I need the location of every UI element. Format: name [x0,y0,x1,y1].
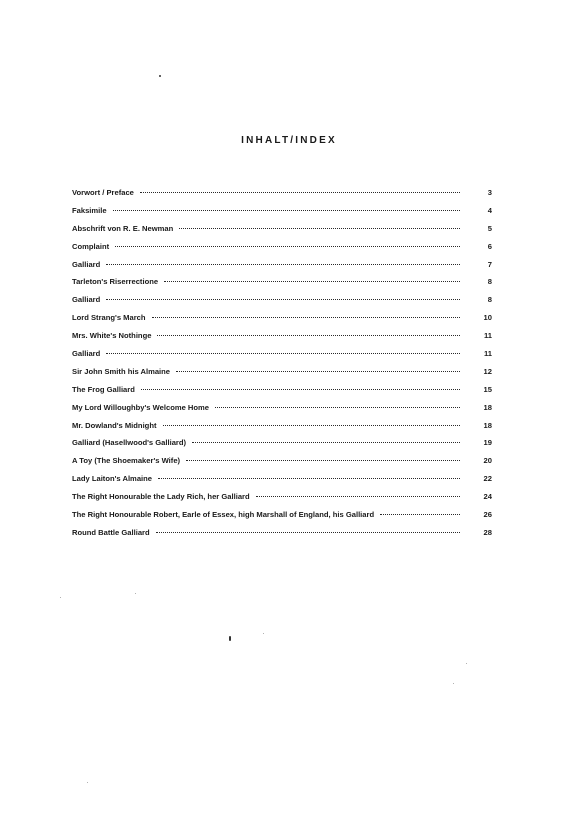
scan-speck [135,593,136,594]
toc-entry-page-number: 11 [483,349,492,359]
toc-entry [72,456,492,474]
toc-entry-title: My Lord Willoughby's Welcome Home [72,402,210,412]
toc-dot-leader [164,281,460,282]
toc-entry-title: The Right Honourable the Lady Rich, her Galliard [72,492,250,502]
toc-dot-leader [256,496,460,497]
toc-entry-page-number: 26 [483,510,492,520]
toc-entry-page-number: 6 [487,241,492,251]
toc-entry-page-number: 12 [483,366,492,376]
toc-dot-leader [106,353,460,354]
toc-entry [72,492,492,510]
toc-entry-page-number: 8 [487,277,492,287]
toc-entry-title: Faksimile [72,205,107,215]
toc-dot-leader [215,407,460,408]
toc-dot-leader [158,478,460,479]
toc-dot-leader [179,228,460,229]
toc-dot-leader [113,210,460,211]
scan-speck [60,597,61,598]
toc-entry [72,385,492,403]
toc-entry-title: Tarleton's Riserrectione [72,277,159,287]
toc-entry-page-number: 8 [487,295,492,305]
toc-entry-title: Complaint [72,241,110,251]
toc-dot-leader [192,442,460,443]
scan-speck [229,636,231,641]
toc-entry-page-number: 19 [483,438,492,448]
toc-entry-title: Galliard [72,259,101,269]
toc-entry-title: Galliard (Hasellwood's Galliard) [72,438,187,448]
toc-entry [72,277,492,295]
toc-dot-leader [140,192,460,193]
scan-speck [159,75,161,77]
toc-entry [72,313,492,331]
toc-entry [72,403,492,421]
toc-entry-page-number: 11 [483,331,492,341]
toc-entry-title: Vorwort / Preface [72,188,134,197]
toc-entry-title: Abschrift von R. E. Newman [72,223,174,233]
toc-entry [72,421,492,439]
toc-dot-leader [176,371,460,372]
toc-entry [72,474,492,492]
toc-entry [72,224,492,242]
table-of-contents [72,188,492,546]
toc-dot-leader [186,460,460,461]
toc-entry [72,260,492,278]
toc-entry-page-number: 7 [487,259,492,269]
toc-dot-leader [380,514,460,515]
toc-entry [72,510,492,528]
toc-entry-title: The Frog Galliard [72,384,135,394]
toc-dot-leader [156,532,460,533]
toc-entry-page-number: 28 [483,527,492,537]
toc-entry-page-number: 15 [483,384,492,394]
toc-dot-leader [106,299,460,300]
toc-dot-leader [152,317,460,318]
toc-entry [72,438,492,456]
toc-dot-leader [115,246,460,247]
toc-entry-title: The Right Honourable Robert, Earle of Essex, high Marshall of England, his Galliard [72,510,375,520]
toc-entry-page-number: 5 [487,223,492,233]
toc-entry [72,295,492,313]
toc-entry-page-number: 10 [483,313,492,323]
toc-entry [72,188,492,206]
toc-entry-title: Lady Laiton's Almaine [72,474,153,484]
toc-entry-title: Mrs. White's Nothinge [72,331,152,341]
toc-entry-page-number: 24 [483,492,492,502]
toc-entry-title: Mr. Dowland's Midnight [72,420,157,430]
toc-entry-page-number: 18 [483,402,492,412]
scan-speck [453,683,454,684]
toc-entry [72,349,492,367]
toc-dot-leader [163,425,461,426]
toc-dot-leader [141,389,460,390]
toc-entry-title: A Toy (The Shoemaker's Wife) [72,456,181,466]
toc-dot-leader [157,335,460,336]
toc-entry [72,528,492,546]
scan-speck [87,782,88,783]
toc-entry-page-number: 22 [483,474,492,484]
toc-entry-title: Round Battle Galliard [72,527,150,537]
toc-entry-title: Galliard [72,349,101,359]
toc-entry-title: Galliard [72,295,101,305]
page-title: INHALT/INDEX [241,135,337,146]
toc-entry-title: Sir John Smith his Almaine [72,366,171,376]
toc-entry-page-number: 18 [483,420,492,430]
toc-entry-title: Lord Strang's March [72,313,146,323]
toc-entry-page-number: 20 [483,456,492,466]
scan-speck [466,663,467,664]
toc-entry [72,242,492,260]
toc-entry [72,367,492,385]
toc-entry [72,331,492,349]
toc-entry-page-number: 4 [487,205,492,215]
scan-speck [263,633,264,634]
toc-dot-leader [106,264,460,265]
toc-entry [72,206,492,224]
toc-entry-page-number: 3 [487,188,492,197]
